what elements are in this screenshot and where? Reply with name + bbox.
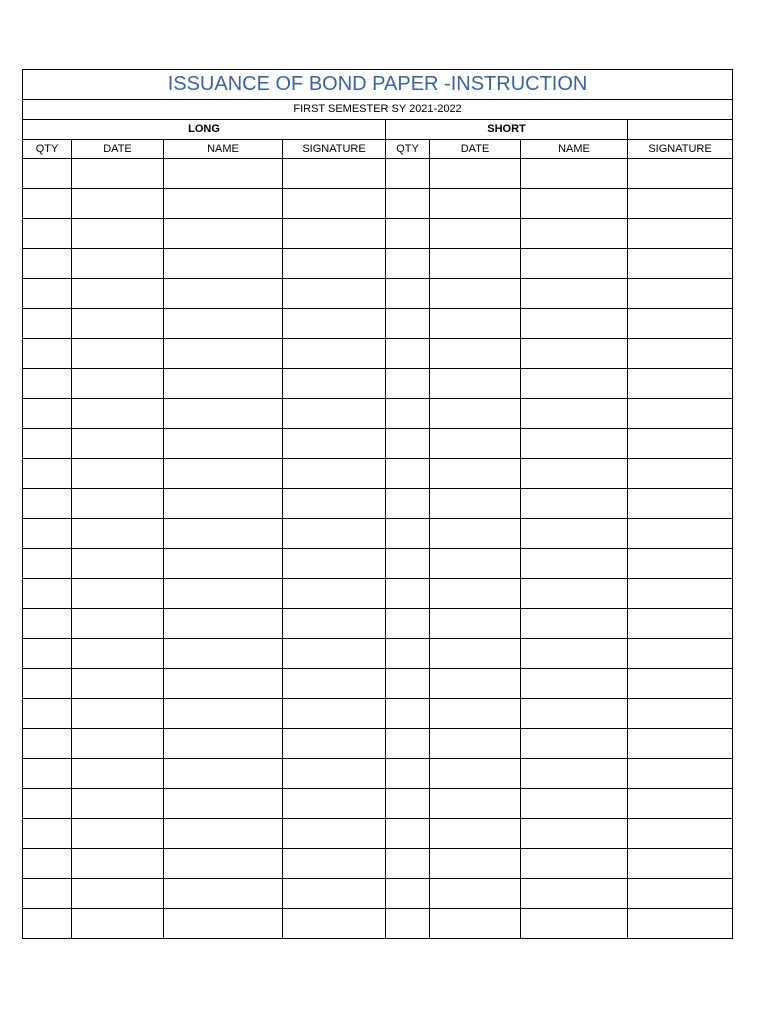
- table-cell: [23, 459, 72, 489]
- table-cell: [23, 519, 72, 549]
- table-cell: [628, 309, 733, 339]
- table-cell: [72, 399, 164, 429]
- table-cell: [386, 819, 430, 849]
- table-cell: [283, 669, 386, 699]
- table-cell: [430, 339, 521, 369]
- table-cell: [521, 519, 628, 549]
- table-cell: [628, 369, 733, 399]
- table-cell: [521, 429, 628, 459]
- table-cell: [164, 189, 283, 219]
- table-cell: [72, 189, 164, 219]
- table-cell: [386, 309, 430, 339]
- col-header-short-signature: SIGNATURE: [628, 140, 733, 159]
- table-cell: [164, 219, 283, 249]
- table-row: [23, 309, 733, 339]
- table-cell: [628, 279, 733, 309]
- table-cell: [386, 399, 430, 429]
- table-cell: [628, 549, 733, 579]
- table-cell: [72, 699, 164, 729]
- bond-paper-issuance-table: [22, 69, 733, 939]
- table-cell: [23, 849, 72, 879]
- table-cell: [521, 369, 628, 399]
- table-cell: [23, 399, 72, 429]
- table-cell: [164, 489, 283, 519]
- table-row: [23, 789, 733, 819]
- table-cell: [23, 549, 72, 579]
- table-row: [23, 519, 733, 549]
- table-cell: [283, 429, 386, 459]
- table-cell: [628, 429, 733, 459]
- col-header-short-date: DATE: [430, 140, 521, 159]
- table-cell: [628, 489, 733, 519]
- table-cell: [430, 159, 521, 189]
- table-cell: [72, 579, 164, 609]
- table-cell: [430, 519, 521, 549]
- table-cell: [164, 879, 283, 909]
- table-cell: [283, 819, 386, 849]
- table-cell: [164, 279, 283, 309]
- table-row: [23, 819, 733, 849]
- table-cell: [23, 429, 72, 459]
- table-row: [23, 159, 733, 189]
- table-cell: [386, 789, 430, 819]
- table-cell: [283, 909, 386, 939]
- table-cell: [430, 579, 521, 609]
- table-cell: [72, 639, 164, 669]
- table-cell: [72, 489, 164, 519]
- table-cell: [628, 639, 733, 669]
- table-cell: [23, 819, 72, 849]
- table-cell: [283, 489, 386, 519]
- table-cell: [164, 369, 283, 399]
- table-cell: [23, 249, 72, 279]
- table-cell: [283, 219, 386, 249]
- table-cell: [386, 699, 430, 729]
- table-cell: [430, 879, 521, 909]
- table-cell: [628, 249, 733, 279]
- table-cell: [283, 759, 386, 789]
- table-row: [23, 729, 733, 759]
- table-cell: [521, 639, 628, 669]
- title-row: [23, 70, 733, 100]
- table-cell: [283, 459, 386, 489]
- table-cell: [72, 519, 164, 549]
- table-cell: [23, 609, 72, 639]
- table-row: [23, 339, 733, 369]
- table-row: [23, 609, 733, 639]
- table-cell: [72, 819, 164, 849]
- table-cell: [521, 669, 628, 699]
- table-cell: [521, 189, 628, 219]
- table-cell: [283, 609, 386, 639]
- table-cell: [430, 849, 521, 879]
- group-header-long: LONG: [23, 120, 386, 140]
- table-cell: [386, 729, 430, 759]
- table-row: [23, 669, 733, 699]
- table-cell: [386, 489, 430, 519]
- table-cell: [23, 339, 72, 369]
- table-cell: [283, 849, 386, 879]
- table-cell: [164, 549, 283, 579]
- table-cell: [72, 879, 164, 909]
- table-cell: [628, 819, 733, 849]
- table-cell: [430, 309, 521, 339]
- table-cell: [23, 759, 72, 789]
- table-cell: [521, 579, 628, 609]
- table-cell: [628, 849, 733, 879]
- table-cell: [628, 699, 733, 729]
- table-cell: [283, 879, 386, 909]
- table-cell: [386, 519, 430, 549]
- table-cell: [72, 429, 164, 459]
- table-cell: [521, 219, 628, 249]
- col-header-short-name: NAME: [521, 140, 628, 159]
- table-cell: [386, 339, 430, 369]
- table-cell: [521, 249, 628, 279]
- table-cell: [164, 789, 283, 819]
- table-cell: [430, 189, 521, 219]
- table-cell: [430, 549, 521, 579]
- table-cell: [521, 879, 628, 909]
- table-cell: [430, 489, 521, 519]
- table-cell: [283, 339, 386, 369]
- table-cell: [430, 819, 521, 849]
- table-cell: [283, 369, 386, 399]
- column-header-row: [23, 140, 733, 159]
- table-cell: [430, 369, 521, 399]
- table-cell: [164, 309, 283, 339]
- table-cell: [164, 699, 283, 729]
- table-cell: [72, 729, 164, 759]
- table-cell: [430, 729, 521, 759]
- table-row: [23, 489, 733, 519]
- table-cell: [521, 699, 628, 729]
- table-cell: [430, 609, 521, 639]
- table-cell: [430, 789, 521, 819]
- table-row: [23, 429, 733, 459]
- table-cell: [430, 399, 521, 429]
- table-cell: [283, 399, 386, 429]
- table-cell: [628, 159, 733, 189]
- table-cell: [283, 699, 386, 729]
- table-cell: [164, 819, 283, 849]
- table-cell: [72, 369, 164, 399]
- table-cell: [283, 639, 386, 669]
- table-cell: [430, 219, 521, 249]
- table-cell: [386, 459, 430, 489]
- table-cell: [164, 159, 283, 189]
- table-cell: [628, 459, 733, 489]
- table-row: [23, 849, 733, 879]
- table-cell: [521, 399, 628, 429]
- table-cell: [430, 429, 521, 459]
- table-cell: [23, 729, 72, 759]
- table-cell: [628, 759, 733, 789]
- table-cell: [521, 609, 628, 639]
- table-cell: [628, 189, 733, 219]
- table-row: [23, 639, 733, 669]
- table-row: [23, 549, 733, 579]
- table-cell: [521, 759, 628, 789]
- table-cell: [164, 339, 283, 369]
- table-cell: [283, 159, 386, 189]
- table-cell: [23, 879, 72, 909]
- table-row: [23, 249, 733, 279]
- table-cell: [72, 849, 164, 879]
- table-cell: [628, 519, 733, 549]
- table-cell: [164, 729, 283, 759]
- table-cell: [521, 819, 628, 849]
- table-row: [23, 879, 733, 909]
- table-cell: [628, 879, 733, 909]
- table-cell: [72, 549, 164, 579]
- table-cell: [72, 279, 164, 309]
- table-cell: [430, 639, 521, 669]
- table-cell: [521, 339, 628, 369]
- group-header-row: [23, 120, 733, 140]
- table-cell: [628, 399, 733, 429]
- table-cell: [72, 669, 164, 699]
- table-cell: [521, 309, 628, 339]
- table-cell: [164, 249, 283, 279]
- table-cell: [283, 189, 386, 219]
- table-cell: [23, 279, 72, 309]
- table-cell: [628, 669, 733, 699]
- group-header-blank: [628, 120, 733, 140]
- table-cell: [283, 549, 386, 579]
- table-cell: [72, 759, 164, 789]
- table-cell: [628, 579, 733, 609]
- group-header-short: SHORT: [386, 120, 628, 140]
- table-cell: [283, 309, 386, 339]
- table-cell: [72, 909, 164, 939]
- table-cell: [628, 339, 733, 369]
- table-cell: [23, 789, 72, 819]
- col-header-long-signature: SIGNATURE: [283, 140, 386, 159]
- table-cell: [164, 519, 283, 549]
- table-cell: [386, 369, 430, 399]
- col-header-long-date: DATE: [72, 140, 164, 159]
- table-cell: [164, 579, 283, 609]
- table-cell: [283, 279, 386, 309]
- table-cell: [164, 399, 283, 429]
- table-cell: [283, 249, 386, 279]
- table-cell: [23, 909, 72, 939]
- table-cell: [164, 669, 283, 699]
- table-cell: [521, 849, 628, 879]
- table-cell: [521, 159, 628, 189]
- table-cell: [628, 219, 733, 249]
- table-cell: [386, 879, 430, 909]
- table-row: [23, 399, 733, 429]
- table-cell: [521, 489, 628, 519]
- table-cell: [430, 459, 521, 489]
- table-cell: [386, 609, 430, 639]
- table-row: [23, 279, 733, 309]
- table-cell: [430, 699, 521, 729]
- table-cell: [72, 159, 164, 189]
- table-cell: [23, 159, 72, 189]
- table-row: [23, 189, 733, 219]
- table-cell: [23, 489, 72, 519]
- document-title: ISSUANCE OF BOND PAPER -INSTRUCTION: [23, 70, 733, 100]
- col-header-long-qty: QTY: [23, 140, 72, 159]
- table-cell: [386, 159, 430, 189]
- table-cell: [72, 609, 164, 639]
- table-cell: [164, 849, 283, 879]
- col-header-long-name: NAME: [164, 140, 283, 159]
- table-cell: [23, 309, 72, 339]
- table-cell: [430, 279, 521, 309]
- table-cell: [521, 549, 628, 579]
- table-cell: [430, 759, 521, 789]
- table-cell: [23, 639, 72, 669]
- table-cell: [23, 219, 72, 249]
- table-cell: [164, 909, 283, 939]
- table-cell: [430, 909, 521, 939]
- table-cell: [164, 459, 283, 489]
- table-cell: [521, 459, 628, 489]
- table-cell: [386, 759, 430, 789]
- table-cell: [72, 789, 164, 819]
- table-row: [23, 219, 733, 249]
- table-cell: [72, 219, 164, 249]
- table-cell: [386, 189, 430, 219]
- table-cell: [628, 729, 733, 759]
- table-cell: [386, 579, 430, 609]
- table-cell: [386, 549, 430, 579]
- table-row: [23, 369, 733, 399]
- semester-subtitle: FIRST SEMESTER SY 2021-2022: [23, 100, 733, 120]
- table-cell: [283, 729, 386, 759]
- table-row: [23, 699, 733, 729]
- table-row: [23, 759, 733, 789]
- table-cell: [164, 609, 283, 639]
- table-cell: [72, 459, 164, 489]
- table-cell: [72, 309, 164, 339]
- table-row: [23, 579, 733, 609]
- col-header-short-qty: QTY: [386, 140, 430, 159]
- table-cell: [164, 429, 283, 459]
- table-cell: [521, 789, 628, 819]
- table-cell: [23, 579, 72, 609]
- table-cell: [283, 519, 386, 549]
- table-cell: [164, 639, 283, 669]
- table-cell: [23, 669, 72, 699]
- table-cell: [23, 189, 72, 219]
- table-cell: [521, 909, 628, 939]
- table-cell: [23, 369, 72, 399]
- table-cell: [386, 849, 430, 879]
- table-cell: [283, 579, 386, 609]
- table-cell: [386, 909, 430, 939]
- table-cell: [628, 909, 733, 939]
- table-row: [23, 459, 733, 489]
- table-cell: [386, 279, 430, 309]
- table-cell: [72, 339, 164, 369]
- table-cell: [386, 219, 430, 249]
- table-cell: [386, 669, 430, 699]
- table-cell: [628, 789, 733, 819]
- table-cell: [386, 639, 430, 669]
- table-cell: [628, 609, 733, 639]
- table-row: [23, 909, 733, 939]
- table-cell: [283, 789, 386, 819]
- table-cell: [386, 249, 430, 279]
- subtitle-row: [23, 100, 733, 120]
- table-cell: [23, 699, 72, 729]
- table-cell: [521, 279, 628, 309]
- table-cell: [521, 729, 628, 759]
- table-cell: [430, 669, 521, 699]
- table-cell: [386, 429, 430, 459]
- table-cell: [164, 759, 283, 789]
- table-cell: [430, 249, 521, 279]
- table-cell: [72, 249, 164, 279]
